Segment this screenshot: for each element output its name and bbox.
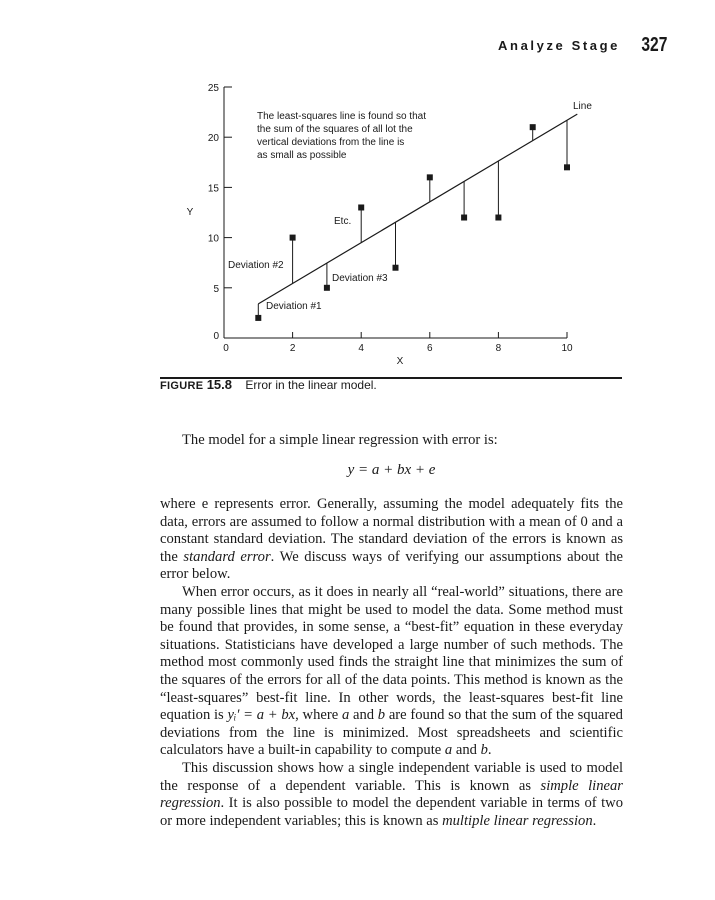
deviation-3-label: Deviation #3	[332, 273, 388, 284]
figure-caption	[160, 377, 377, 392]
x-tick-label: 0	[223, 343, 229, 354]
annotation-line-2: the sum of the squares of all lot the	[257, 124, 413, 135]
y-tick-label: 15	[207, 183, 219, 195]
p2-var-b: b	[377, 707, 386, 724]
data-point	[461, 215, 467, 221]
y-tick-label: 0	[213, 331, 219, 342]
p2-equation: yᵢ′ = a + bx	[227, 707, 296, 724]
annotation-line-1: The least-squares line is found so that	[257, 111, 426, 122]
p2-var-a2: a	[444, 742, 453, 759]
equation-text: y = a + bx + e	[347, 462, 436, 478]
data-point	[393, 265, 399, 271]
p2-text-e: and	[452, 742, 481, 759]
paragraph-2	[160, 584, 623, 760]
p1-text: where e represents error. Generally, assuming the model adequately fits the data, errors are assumed to follow a normal distribution with a mean of 0 and a constant standard deviation. The standard deviation of the errors is known as the	[160, 496, 623, 565]
deviation-2-label: Deviation #2	[228, 260, 284, 271]
data-point	[358, 204, 364, 210]
annotation-line-3: vertical deviations from the line is	[257, 137, 405, 148]
p3-emphasis-2: multiple linear regression	[442, 812, 593, 829]
p2-text-a: When error occurs, as it does in nearly all “real-world” situations, there are many possible lines that might be used to model the data. Some method must be found that provides, in some sense, a “best-fit” equation in these everyday situations. Statisticians have developed a large number of such methods. The method most commonly used finds the straight line that minimizes the sum of the squares of the errors for all of the data points. This method is known as the “least-squares” best-fit line. In other words, the least-squares best-fit line equation is	[160, 583, 623, 724]
caption-text: Error in the linear model.	[245, 378, 377, 392]
regression-equation	[160, 462, 623, 479]
paragraph-1	[160, 496, 623, 584]
x-axis-label: X	[396, 356, 404, 367]
data-point	[427, 174, 433, 180]
p2-var-a: a	[341, 707, 350, 724]
p3-text-c: .	[592, 812, 597, 829]
p1-emphasis: standard error	[183, 548, 271, 565]
x-tick-label: 8	[495, 343, 502, 354]
y-tick-label: 10	[207, 233, 219, 245]
caption-label: FIGURE	[160, 380, 204, 392]
p3-emphasis-1: simple linear regression	[160, 777, 623, 812]
x-tick-label: 6	[427, 343, 433, 354]
etc-label: Etc.	[334, 216, 352, 227]
p3-text-a: This discussion shows how a single independent variable is used to model the response of a dependent variable. This is known as	[160, 759, 623, 794]
data-point	[290, 235, 296, 241]
y-tick-label: 20	[207, 133, 219, 145]
x-tick-label: 4	[358, 343, 364, 354]
x-tick-label: 10	[561, 343, 573, 354]
body-text	[160, 496, 623, 830]
p2-text-b: , where	[295, 707, 342, 724]
data-point	[564, 164, 570, 170]
running-head-title: Analyze Stage	[498, 38, 620, 53]
p2-var-b2: b	[480, 742, 488, 759]
intro-text: The model for a simple linear regression with error is:	[182, 432, 498, 448]
page-number: 327	[640, 34, 667, 56]
intro-paragraph	[160, 432, 623, 450]
paragraph-3	[160, 760, 623, 830]
caption-number: 15.8	[206, 377, 233, 392]
figure-15-8-chart	[0, 0, 715, 400]
annotation-line-4: as small as possible	[257, 150, 347, 161]
p3-text-b: . It is also possible to model the dependent variable in terms of two or more independent variables; this is known as	[160, 795, 623, 829]
y-axis-label: Y	[186, 207, 194, 218]
data-point	[530, 124, 536, 130]
p2-text-f: .	[487, 742, 492, 759]
x-tick-label: 2	[289, 343, 296, 354]
data-point	[324, 285, 330, 291]
data-point	[495, 215, 501, 221]
y-tick-label: 5	[213, 283, 219, 295]
p2-text-c: and	[349, 707, 378, 724]
fit-line-label: Line	[573, 101, 592, 112]
deviation-1-label: Deviation #1	[266, 301, 322, 312]
p2-text-d: are found so that the sum of the squared deviations from the line is minimized. Most spreadsheets and scientific calculators have a built-in capability to compute	[160, 707, 623, 759]
p1-end: . We discuss ways of verifying our assumptions about the error below.	[160, 548, 624, 583]
data-point	[255, 315, 261, 321]
y-tick-label: 25	[207, 83, 219, 94]
